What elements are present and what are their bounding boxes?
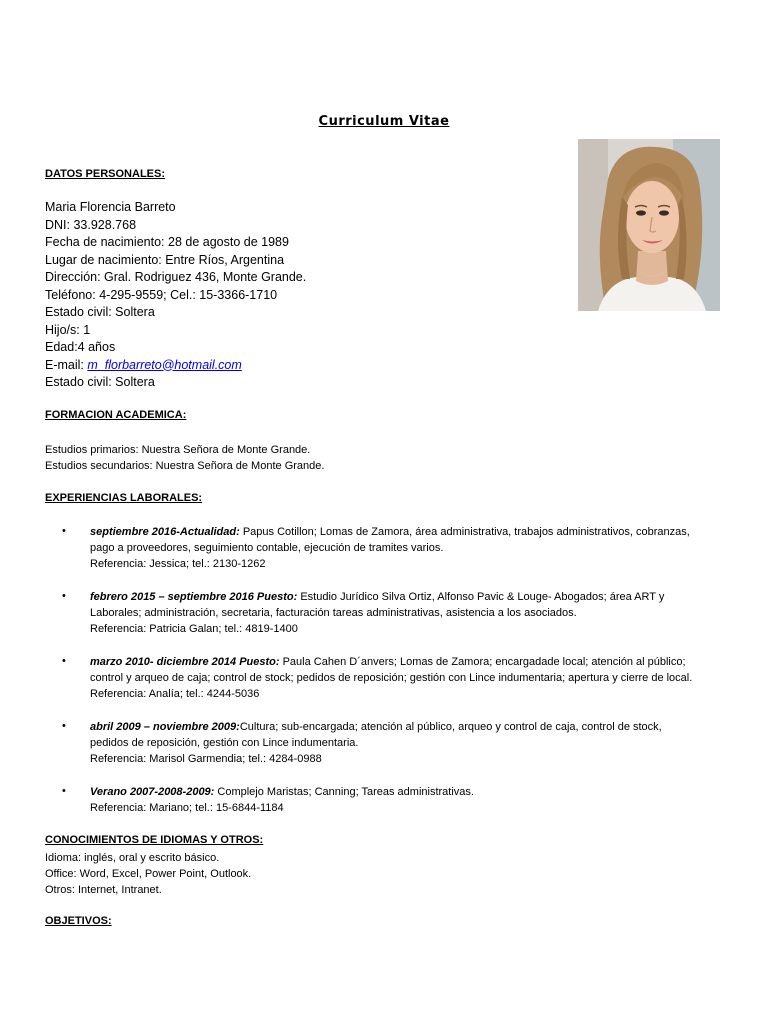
education-section	[45, 442, 324, 474]
phone: Teléfono: 4-295-9559; Cel.: 15-3366-1710	[45, 287, 278, 302]
objectives-heading: OBJETIVOS:	[45, 915, 112, 927]
job-line-2: pedidos de reposición, gestión con Lince indumentaria.	[90, 737, 359, 749]
full-name: Maria Florencia Barreto	[45, 200, 176, 214]
civil-status: Estado civil: Soltera	[45, 305, 155, 319]
job-reference: Referencia: Patricia Galan; tel.: 4819-1400	[90, 623, 298, 635]
bullet-icon: •	[62, 590, 66, 602]
civil-status-repeat: Estado civil: Soltera	[45, 375, 155, 389]
document-title: Curriculum Vitae	[318, 114, 450, 129]
bullet-icon: •	[62, 785, 66, 797]
job-line	[90, 784, 742, 800]
job-line-2: Laborales; administración, secretaria, facturación tareas administrativas, asistencia a los asociados.	[90, 607, 577, 619]
personal-data-section	[45, 199, 306, 392]
job-line-2: control y arqueo de caja; control de stock; pedidos de reposición; gestión con Lince indumentaria; apertura y cierre de local.	[90, 672, 693, 684]
email-line	[45, 357, 306, 375]
job-period: febrero 2015 – septiembre 2016 Puesto:	[90, 591, 298, 603]
job-reference: Referencia: Mariano; tel.: 15-6844-1184	[90, 802, 284, 814]
personal-data-heading: DATOS PERSONALES:	[45, 168, 165, 180]
email-link[interactable]: m_florbarreto@hotmail.com	[87, 357, 242, 372]
job-description: Complejo Maristas; Canning; Tareas administrativas.	[214, 786, 474, 798]
office-skill: Office: Word, Excel, Power Point, Outlook.	[45, 868, 252, 880]
job-item	[62, 589, 742, 637]
job-period: Verano 2007-2008-2009:	[90, 786, 215, 798]
age: Edad:4 años	[45, 340, 116, 354]
skills-heading: CONOCIMIENTOS DE IDIOMAS Y OTROS:	[45, 834, 264, 846]
address: Dirección: Gral. Rodriguez 436, Monte Grande.	[45, 270, 307, 284]
dni: DNI: 33.928.768	[45, 217, 137, 232]
job-reference: Referencia: Marisol Garmendia; tel.: 4284-0988	[90, 753, 322, 765]
job-item	[62, 719, 742, 767]
children: Hijo/s: 1	[45, 322, 91, 337]
secondary-studies: Estudios secundarios: Nuestra Señora de Monte Grande.	[45, 460, 325, 472]
job-period: abril 2009 – noviembre 2009:	[90, 721, 240, 733]
language-skill: Idioma: inglés, oral y escrito básico.	[45, 852, 220, 864]
portrait-image	[578, 139, 720, 311]
job-reference: Referencia: Jessica; tel.: 2130-1262	[90, 558, 266, 570]
other-skill: Otros: Internet, Intranet.	[45, 884, 162, 896]
job-line	[90, 524, 742, 540]
skills-section	[45, 850, 251, 898]
birth-date: Fecha de nacimiento: 28 de agosto de 1989	[45, 235, 289, 249]
job-line	[90, 589, 742, 605]
primary-studies: Estudios primarios: Nuestra Señora de Monte Grande.	[45, 444, 311, 456]
job-description: Estudio Jurídico Silva Ortiz, Alfonso Pavic & Louge- Abogados; área ART y	[297, 591, 665, 603]
email-label: E-mail:	[45, 357, 88, 372]
job-item	[62, 654, 742, 702]
profile-photo	[578, 139, 720, 311]
job-item	[62, 784, 742, 816]
job-period: marzo 2010- diciembre 2014 Puesto:	[90, 656, 280, 668]
experience-heading: EXPERIENCIAS LABORALES:	[45, 492, 203, 504]
birth-place: Lugar de nacimiento: Entre Ríos, Argentina	[45, 252, 285, 267]
job-item	[62, 524, 742, 572]
job-description: Cultura; sub-encargada; atención al público, arqueo y control de caja, control de stock,	[239, 721, 662, 733]
job-reference: Referencia: Analía; tel.: 4244-5036	[90, 688, 260, 700]
job-description: Papus Cotillon; Lomas de Zamora, área administrativa, trabajos administrativos, cobranzas,	[239, 526, 690, 538]
job-line-2: pago a proveedores, seguimiento contable, ejecución de tramites varios.	[90, 542, 444, 554]
bullet-icon: •	[62, 525, 66, 537]
job-description: Paula Cahen D´anvers; Lomas de Zamora; encargadade local; atención al público;	[279, 656, 686, 668]
job-line	[90, 719, 742, 735]
education-heading: FORMACION ACADEMICA:	[45, 409, 187, 421]
job-line	[90, 654, 742, 670]
job-period: septiembre 2016-Actualidad:	[90, 526, 240, 538]
bullet-icon: •	[62, 720, 66, 732]
bullet-icon: •	[62, 655, 66, 667]
